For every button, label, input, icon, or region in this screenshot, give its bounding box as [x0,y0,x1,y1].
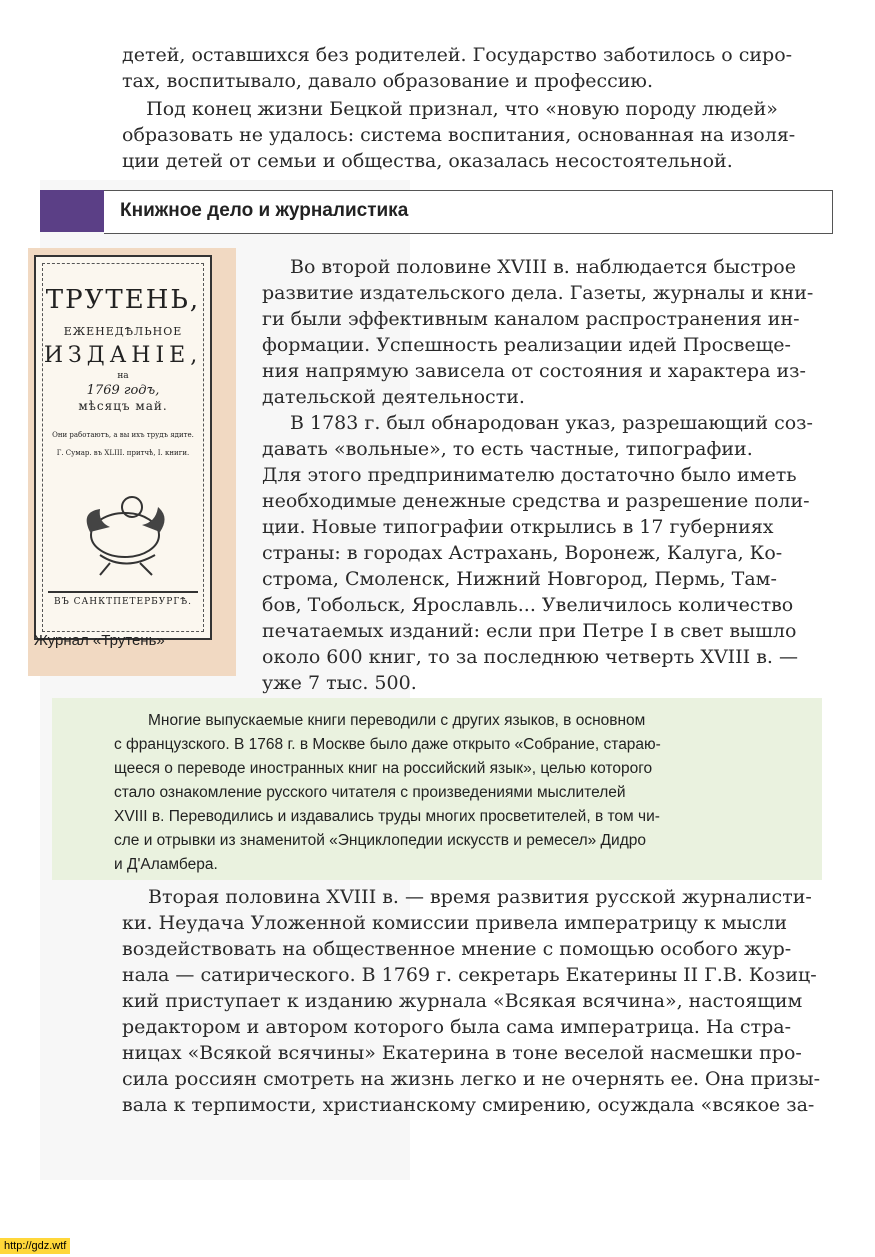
callout-line: и Д'Аламбера. [114,856,218,873]
text-line: Во второй половине XVIII в. наблюдается быстрое [290,256,796,278]
text-line: редактором и автором которого была сама императрица. На стра- [122,1016,791,1038]
text-line: кий приступает к изданию журнала «Всякая всячина», настоящим [122,990,803,1012]
text-line: около 600 книг, то за последнюю четверть XVIII в. — [262,646,798,668]
text-line: печатаемых изданий: если при Петре I в свет вышло [262,620,797,642]
text-line: строма, Смоленск, Нижний Новгород, Пермь, Там- [262,568,777,590]
poster-subtitle: ИЗДАНІЕ, [43,343,203,368]
poster-year: 1769 годъ, [86,383,160,398]
section-title: Книжное дело и журналистика [120,200,409,221]
poster-epigraph: Г. Сумар. въ XLIII. притчѣ, I. книги. [56,449,190,457]
text-line: страны: в городах Астрахань, Воронеж, Калуга, Ко- [262,542,783,564]
text-line: ницах «Всякой всячины» Екатерина в тоне веселой насмешки про- [122,1042,802,1064]
poster-epigraph: Они работаютъ, а вы ихъ трудъ ядите. [52,431,194,439]
text-line: ки. Неудача Уложенной комиссии привела императрицу к мысли [122,912,788,934]
text-line: уже 7 тыс. 500. [262,672,417,694]
text-line: Под конец жизни Бецкой признал, что «новую породу людей» [122,98,778,120]
poster-title: ТРУТЕНЬ, [45,285,201,315]
callout-line: стало ознакомление русского читателя с произведениями мыслителей [114,784,626,801]
callout-line: Многие выпускаемые книги переводили с других языков, в основном [148,712,646,729]
text-line: Вторая половина XVIII в. — время развития русской журналисти- [148,886,812,908]
text-line: дательской деятельности. [262,386,525,408]
text-line: ги были эффективным каналом распространения ин- [262,308,800,330]
divider [48,591,198,593]
poster-month: мѣсяцъ май. [78,399,168,413]
illustration-caption: Журнал «Трутень» [34,632,165,649]
poster-city: ВЪ САНКТПЕТЕРБУРГѢ. [53,597,193,607]
callout-line: XVIII в. Переводились и издавались труды многих просветителей, в том чи- [114,808,660,825]
watermark-link[interactable]: http://gdz.wtf [0,1238,70,1254]
text-line: Для этого предпринимателю достаточно было иметь [262,464,797,486]
text-line: нала — сатирического. В 1769 г. секретарь Екатерины II Г.В. Козиц- [122,964,817,986]
text-line: необходимые денежные средства и разрешение поли- [262,490,810,512]
text-line: детей, оставшихся без родителей. Государство заботилось о сиро- [122,44,793,66]
callout-line: с французского. В 1768 г. в Москве было даже открыто «Собрание, стараю- [114,736,661,753]
text-line: ции. Новые типографии открылись в 17 губерниях [262,516,774,538]
text-line: ции детей от семьи и общества, оказалась несостоятельной. [122,150,733,172]
callout-line: щееся о переводе иностранных книг на российский язык», целью которого [114,760,653,777]
text-line: бов, Тобольск, Ярославль... Увеличилось количество [262,594,794,616]
text-line: воздействовать на общественное мнение с помощью особого жур- [122,938,792,960]
poster-text: на [117,371,129,381]
text-line: вала к терпимости, христианскому смирению, осуждала «всякое за- [122,1094,815,1116]
text-line: тах, воспитывало, давало образование и профессию. [122,70,653,92]
text-line: ния напрямую зависела от состояния и характера из- [262,360,806,382]
section-accent [40,190,104,232]
text-line: сила россиян смотреть на жизнь легко и не очернять ее. Она призы- [122,1068,821,1090]
poster-subtitle: ЕЖЕНЕДѢЛЬНОЕ [63,325,183,338]
text-line: давать «вольные», то есть частные, типографии. [262,438,753,460]
callout-line: сле и отрывки из знаменитой «Энциклопедии искусств и ремесел» Дидро [114,832,646,849]
text-line: образовать не удалось: система воспитания, основанная на изоля- [122,124,796,146]
trouten-title-page-illustration [34,255,212,640]
text-line: развитие издательского дела. Газеты, журналы и кни- [262,282,814,304]
cherub-vignette-icon [70,477,180,577]
text-line: формации. Успешность реализации идей Просвеще- [262,334,791,356]
text-line: В 1783 г. был обнародован указ, разрешающий соз- [290,412,813,434]
